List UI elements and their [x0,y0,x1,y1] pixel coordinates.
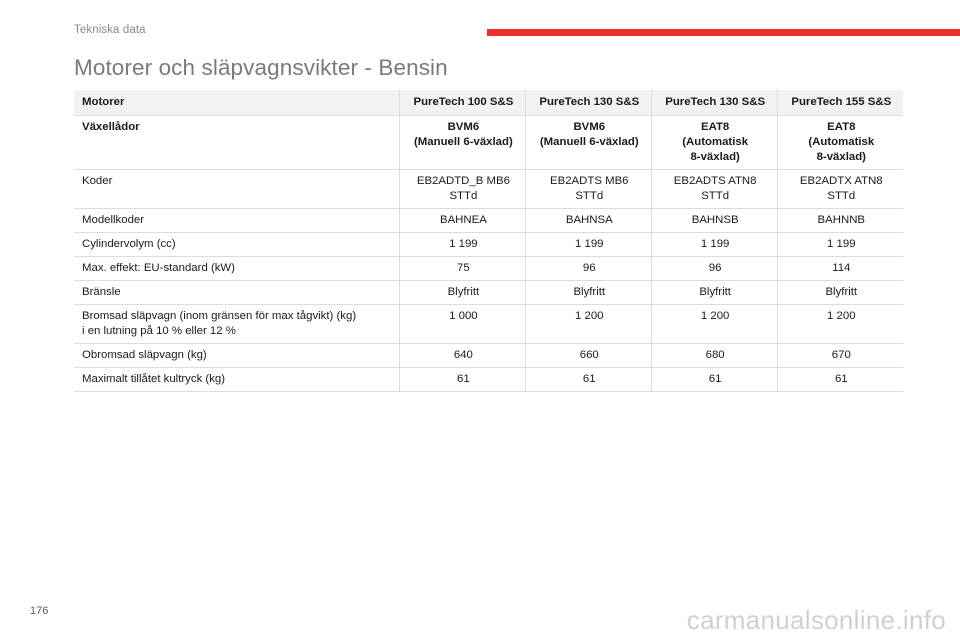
header-cell-engine-2: PureTech 130 S&S [525,90,651,116]
page-title: Motorer och släpvagnsvikter - Bensin [74,55,448,80]
table-cell: BVM6 (Manuell 6-växlad) [525,116,651,170]
table-cell: 96 [525,257,651,281]
header-cell-engine-1: PureTech 100 S&S [399,90,525,116]
table-cell: Blyfritt [399,281,525,305]
table-cell: BAHNEA [399,209,525,233]
row-label-max-power: Max. effekt: EU-standard (kW) [74,257,399,281]
row-label-model-codes: Modellkoder [74,209,399,233]
header-cell-label: Motorer [74,90,399,116]
table-row [74,305,903,344]
table-cell: 1 200 [777,305,903,344]
table-header-row [74,90,903,116]
table-cell: 61 [651,368,777,392]
section-label: Tekniska data [74,24,146,36]
table-row [74,368,903,392]
table-cell: 96 [651,257,777,281]
table-cell: Blyfritt [777,281,903,305]
table-cell: EB2ADTS ATN8 STTd [651,170,777,209]
row-label-displacement: Cylindervolym (cc) [74,233,399,257]
table-cell: 1 199 [651,233,777,257]
header-cell-engine-3: PureTech 130 S&S [651,90,777,116]
table-cell: 114 [777,257,903,281]
table-cell: EAT8 (Automatisk 8-växlad) [651,116,777,170]
table-cell: 1 200 [525,305,651,344]
row-label-fuel: Bränsle [74,281,399,305]
table-cell: Blyfritt [525,281,651,305]
table-cell: Blyfritt [651,281,777,305]
table-row [74,257,903,281]
table-row [74,209,903,233]
table-cell: 1 199 [525,233,651,257]
page-number: 176 [30,605,49,617]
table-row [74,233,903,257]
table-row [74,281,903,305]
table-cell: 680 [651,344,777,368]
table-cell: 1 000 [399,305,525,344]
table-cell: 670 [777,344,903,368]
table-cell: EB2ADTX ATN8 STTd [777,170,903,209]
table-cell: 61 [399,368,525,392]
table-cell: EB2ADTS MB6 STTd [525,170,651,209]
table-cell: 1 199 [777,233,903,257]
table-cell: 1 200 [651,305,777,344]
table-cell: 1 199 [399,233,525,257]
row-label-nose-weight: Maximalt tillåtet kultryck (kg) [74,368,399,392]
header-cell-engine-4: PureTech 155 S&S [777,90,903,116]
row-label-codes: Koder [74,170,399,209]
table-cell: BAHNNB [777,209,903,233]
table-row [74,116,903,170]
row-label-gearbox: Växellådor [74,116,399,170]
table-cell: BAHNSA [525,209,651,233]
table-cell: 61 [525,368,651,392]
row-label-unbraked-trailer: Obromsad släpvagn (kg) [74,344,399,368]
row-label-braked-trailer: Bromsad släpvagn (inom gränsen för max tågvikt) (kg) i en lutning på 10 % eller 12 % [74,305,399,344]
table-header [74,90,903,116]
table-cell: 75 [399,257,525,281]
table-cell: BVM6 (Manuell 6-växlad) [399,116,525,170]
table-row [74,170,903,209]
table-cell: EAT8 (Automatisk 8-växlad) [777,116,903,170]
table-cell: 640 [399,344,525,368]
engine-spec-table [74,90,903,392]
table-cell: 660 [525,344,651,368]
table-cell: BAHNSB [651,209,777,233]
watermark: carmanualsonline.info [686,605,946,635]
table-cell: EB2ADTD_B MB6 STTd [399,170,525,209]
section-accent-bar [487,29,960,36]
table-row [74,344,903,368]
table-cell: 61 [777,368,903,392]
